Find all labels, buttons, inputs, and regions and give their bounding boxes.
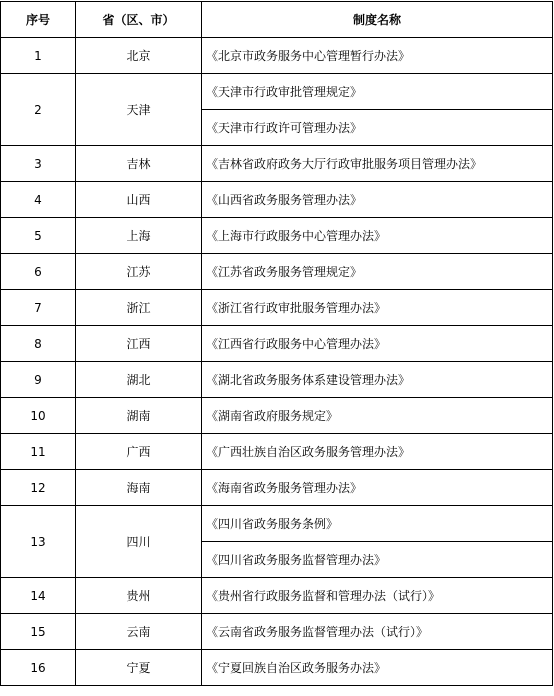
row-province: 吉林 <box>76 146 202 182</box>
row-regulation: 《山西省政务服务管理办法》 <box>202 182 553 218</box>
row-regulation: 《云南省政务服务监督管理办法（试行）》 <box>202 614 553 650</box>
table-row <box>1 506 553 542</box>
table-row <box>1 470 553 506</box>
row-regulation: 《上海市行政服务中心管理办法》 <box>202 218 553 254</box>
row-regulation: 《江西省行政服务中心管理办法》 <box>202 326 553 362</box>
row-regulation: 《四川省政务服务条例》 <box>202 506 553 542</box>
row-province: 广西 <box>76 434 202 470</box>
row-regulation: 《天津市行政许可管理办法》 <box>202 110 553 146</box>
row-regulation: 《天津市行政审批管理规定》 <box>202 74 553 110</box>
row-regulation: 《浙江省行政审批服务管理办法》 <box>202 290 553 326</box>
row-index: 15 <box>1 614 76 650</box>
row-index: 14 <box>1 578 76 614</box>
row-province: 天津 <box>76 74 202 146</box>
table-row <box>1 218 553 254</box>
table-row <box>1 146 553 182</box>
row-regulation: 《宁夏回族自治区政务服务办法》 <box>202 650 553 686</box>
table-row <box>1 326 553 362</box>
row-regulation: 《贵州省行政服务监督和管理办法（试行）》 <box>202 578 553 614</box>
row-province: 江西 <box>76 326 202 362</box>
row-index: 11 <box>1 434 76 470</box>
row-index: 3 <box>1 146 76 182</box>
row-regulation: 《湖北省政务服务体系建设管理办法》 <box>202 362 553 398</box>
table-row <box>1 362 553 398</box>
row-province: 湖北 <box>76 362 202 398</box>
header-row <box>1 2 553 38</box>
table-row <box>1 398 553 434</box>
row-index: 5 <box>1 218 76 254</box>
row-regulation: 《海南省政务服务管理办法》 <box>202 470 553 506</box>
row-province: 宁夏 <box>76 650 202 686</box>
row-province: 海南 <box>76 470 202 506</box>
row-index: 7 <box>1 290 76 326</box>
row-regulation: 《吉林省政府政务大厅行政审批服务项目管理办法》 <box>202 146 553 182</box>
regulations-table <box>0 1 553 686</box>
row-regulation: 《广西壮族自治区政务服务管理办法》 <box>202 434 553 470</box>
table-body <box>1 38 553 686</box>
table-row <box>1 38 553 74</box>
table-row <box>1 254 553 290</box>
row-province: 贵州 <box>76 578 202 614</box>
row-province: 四川 <box>76 506 202 578</box>
row-province: 山西 <box>76 182 202 218</box>
row-index: 4 <box>1 182 76 218</box>
row-regulation: 《四川省政务服务监督管理办法》 <box>202 542 553 578</box>
table-row <box>1 182 553 218</box>
row-regulation: 《北京市政务服务中心管理暂行办法》 <box>202 38 553 74</box>
table-row <box>1 290 553 326</box>
table-row <box>1 650 553 686</box>
table-row <box>1 578 553 614</box>
row-index: 13 <box>1 506 76 578</box>
header-index: 序号 <box>1 2 76 38</box>
row-province: 江苏 <box>76 254 202 290</box>
header-regulation: 制度名称 <box>202 2 553 38</box>
table-row <box>1 434 553 470</box>
row-province: 云南 <box>76 614 202 650</box>
row-province: 北京 <box>76 38 202 74</box>
row-index: 9 <box>1 362 76 398</box>
row-index: 10 <box>1 398 76 434</box>
row-regulation: 《江苏省政务服务管理规定》 <box>202 254 553 290</box>
row-index: 8 <box>1 326 76 362</box>
table-row <box>1 614 553 650</box>
row-regulation: 《湖南省政府服务规定》 <box>202 398 553 434</box>
row-index: 1 <box>1 38 76 74</box>
header-province: 省（区、市） <box>76 2 202 38</box>
row-index: 12 <box>1 470 76 506</box>
row-province: 浙江 <box>76 290 202 326</box>
table-row <box>1 74 553 110</box>
row-province: 湖南 <box>76 398 202 434</box>
row-index: 6 <box>1 254 76 290</box>
row-province: 上海 <box>76 218 202 254</box>
row-index: 16 <box>1 650 76 686</box>
row-index: 2 <box>1 74 76 146</box>
